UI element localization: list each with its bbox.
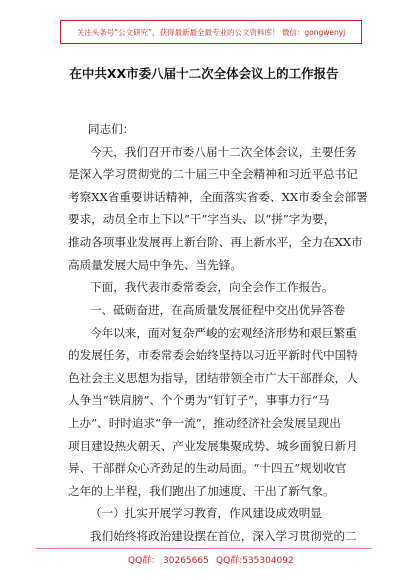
document-title: 在中共XX市委八届十二次全体会议上的工作报告 <box>69 66 339 81</box>
heading-text: （一）扎实开展学习教育，作风建设成效明显 <box>90 506 322 520</box>
paragraph-text: 推动各项事业发展再上新台阶、再上新水平，全力在XX市 <box>68 235 363 249</box>
footer-qq-group-1: QQ群： 30265665 <box>128 556 209 566</box>
paragraph-text: 之年的上半程，我们跑出了加速度、干出了新气象。 <box>68 484 335 498</box>
paragraph-text: 高质量发展大局中争先、当先锋。 <box>68 258 242 272</box>
paragraph-text: 色社会主义思想为指导，团结带领全市广大干部群众，人 <box>68 371 358 385</box>
paragraph-text: 上办”、时时追求“争一流”，推动经济社会发展呈现出 <box>68 416 341 430</box>
paragraph-text: 考察XX省重要讲话精神，全面落实省委、XX市委全会部署 <box>68 190 368 204</box>
promo-banner <box>60 20 362 44</box>
paragraph-text: 的发展任务，市委常委会始终坚持以习近平新时代中国特 <box>68 348 358 362</box>
paragraph-text: 要求，动员全市上下以“干”字当头、以“拼”字为要， <box>68 212 336 226</box>
paragraph-text: 是深入学习贯彻党的二十届三中全会精神和习近平总书记 <box>68 167 358 181</box>
paragraph-text: 同志们： <box>88 122 135 136</box>
heading-text: 一、砥砺奋进，在高质量发展征程中交出优异答卷 <box>90 303 346 317</box>
paragraph-text: 项目建设热火朝天、产业发展集聚成势、城乡面貌日新月 <box>68 439 358 453</box>
paragraph-text: 今年以来，面对复杂严峻的宏观经济形势和艰巨繁重 <box>90 326 357 340</box>
footer-qq-group-2: QQ群:535304092 <box>216 556 294 566</box>
paragraph-text: 下面，我代表市委常委会，向全会作工作报告。 <box>90 280 334 294</box>
paragraph-text: 异、干部群众心齐劲足的生动局面。“十四五”规划收官 <box>68 461 347 475</box>
footer-divider <box>36 548 372 549</box>
promo-banner-text: 关注头条号“公文研究”，获得最新最全最专业的公文资料库！ 微信：gongwenyj <box>76 27 346 37</box>
paragraph-text: 我们始终将政治建设摆在首位，深入学习贯彻党的二 <box>90 529 357 543</box>
paragraph-text: 今天，我们召开市委八届十二次全体会议，主要任务 <box>90 145 357 159</box>
paragraph-text: 人争当“铁肩膀”、个个勇为“钉钉子”，事事力行“马 <box>68 393 330 407</box>
